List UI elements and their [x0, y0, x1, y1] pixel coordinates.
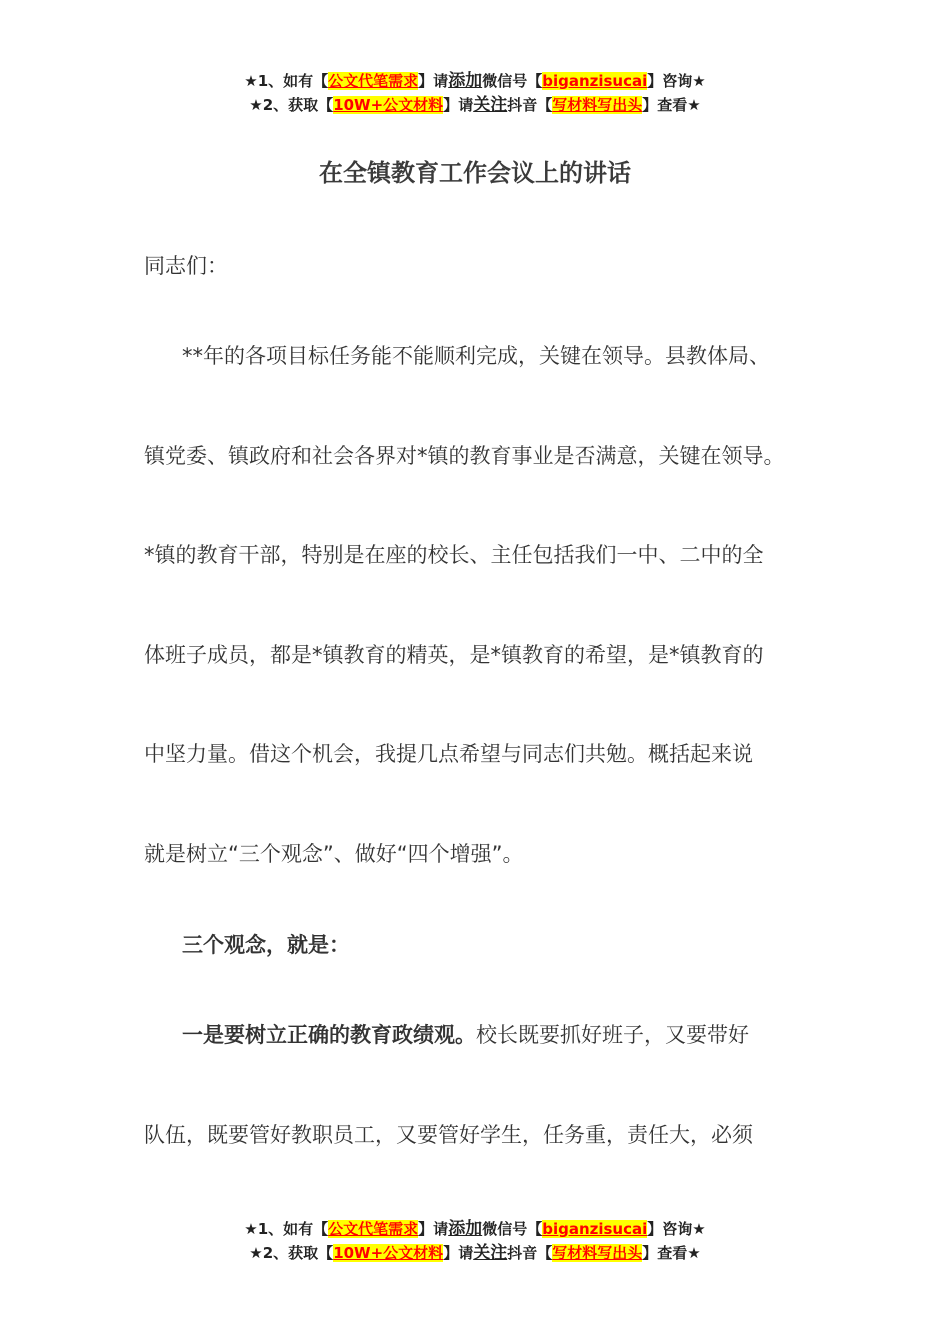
body-line: 体班子成员，都是*镇教育的精英，是*镇教育的希望，是*镇教育的	[144, 643, 764, 667]
body-line: 队伍，既要管好教职员工，又要管好学生，任务重，责任大，必须	[144, 1123, 753, 1147]
promo-highlight-materials: 10W+公文材料	[333, 1244, 444, 1262]
promo-highlight-wechat: biganzisucai	[542, 72, 648, 90]
promo-line-2	[0, 1241, 950, 1265]
promo-text: 】查看★	[642, 96, 701, 114]
body-line: **年的各项目标任务能不能顺利完成，关键在领导。县教体局、	[182, 344, 770, 368]
promo-text: 】请	[443, 96, 474, 114]
promo-line-1	[0, 69, 950, 93]
promo-highlight-wechat: biganzisucai	[542, 1220, 648, 1238]
promo-text: ★1、如有【	[244, 72, 329, 90]
document-title: 在全镇教育工作会议上的讲话	[319, 159, 631, 187]
promo-emphasis: 添加	[448, 71, 483, 91]
promo-text: 微信号【	[482, 1220, 543, 1238]
promo-text: 】查看★	[642, 1244, 701, 1262]
promo-text: 】咨询★	[647, 1220, 706, 1238]
body-line: *镇的教育干部，特别是在座的校长、主任包括我们一中、二中的全	[144, 543, 764, 567]
promo-text: 抖音【	[507, 1244, 553, 1262]
promo-highlight-materials: 10W+公文材料	[333, 96, 444, 114]
promo-text: 】请	[418, 1220, 449, 1238]
promo-text: ★2、获取【	[249, 96, 334, 114]
promo-emphasis: 关注	[473, 95, 508, 115]
promo-highlight-service: 公文代笔需求	[328, 1220, 419, 1238]
promo-line-2	[0, 93, 950, 117]
promo-line-1	[0, 1217, 950, 1241]
promo-highlight-service: 公文代笔需求	[328, 72, 419, 90]
promo-text: ★2、获取【	[249, 1244, 334, 1262]
body-line: 镇党委、镇政府和社会各界对*镇的教育事业是否满意，关键在领导。	[144, 444, 785, 468]
point-1	[182, 1019, 749, 1052]
promo-banner-bottom	[0, 1217, 950, 1265]
promo-banner-top	[0, 69, 950, 117]
promo-text: 】请	[418, 72, 449, 90]
promo-highlight-douyin: 写材料写出头	[552, 96, 643, 114]
salutation: 同志们：	[144, 254, 228, 278]
promo-text: 】请	[443, 1244, 474, 1262]
promo-text: 】咨询★	[647, 72, 706, 90]
promo-emphasis: 关注	[473, 1243, 508, 1263]
point-1-heading: 一是要树立正确的教育政绩观。	[182, 1023, 476, 1047]
promo-text: ★1、如有【	[244, 1220, 329, 1238]
section-heading: 三个观念，就是：	[182, 933, 350, 957]
promo-highlight-douyin: 写材料写出头	[552, 1244, 643, 1262]
body-line: 就是树立“三个观念”、做好“四个增强”。	[144, 842, 524, 866]
promo-text: 微信号【	[482, 72, 543, 90]
body-line: 中坚力量。借这个机会，我提几点希望与同志们共勉。概括起来说	[144, 742, 753, 766]
promo-emphasis: 添加	[448, 1219, 483, 1239]
promo-text: 抖音【	[507, 96, 553, 114]
point-1-text: 校长既要抓好班子，又要带好	[476, 1023, 749, 1047]
